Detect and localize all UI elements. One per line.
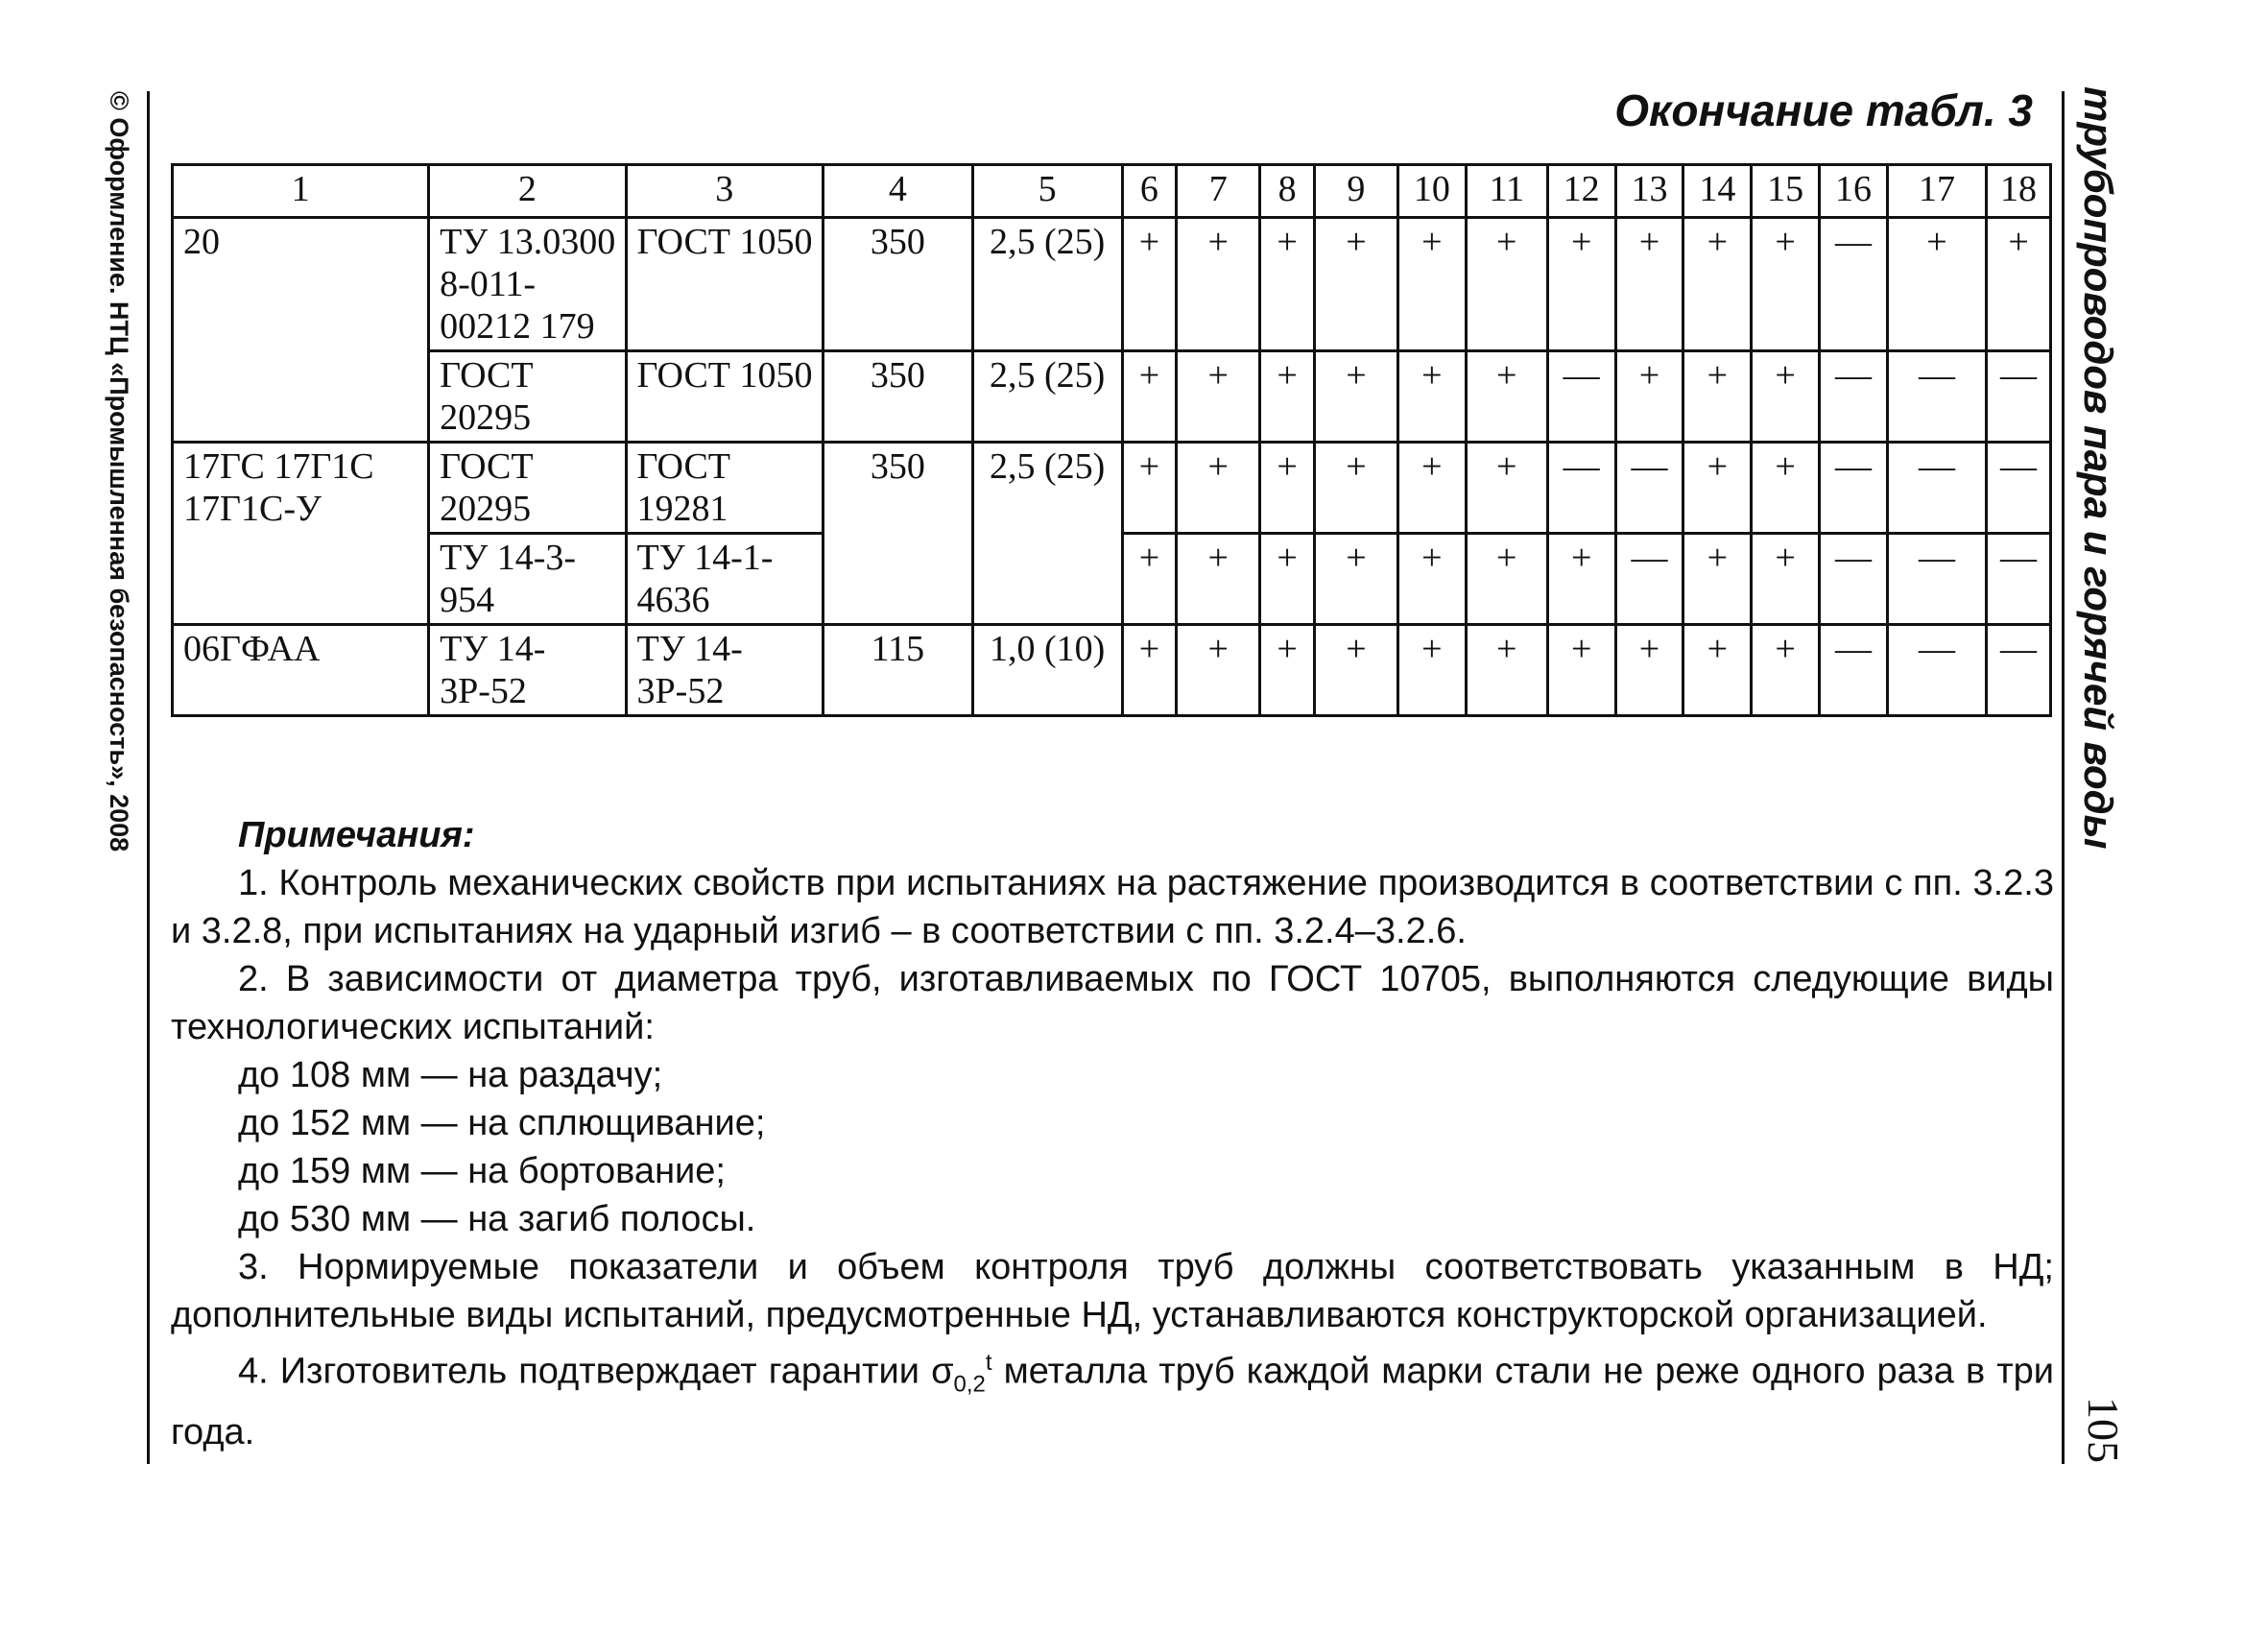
test-mark-cell: — bbox=[1615, 443, 1683, 534]
test-mark-cell: + bbox=[1314, 218, 1397, 351]
test-mark-cell: + bbox=[1177, 534, 1260, 625]
steel-standard-cell: ГОСТ 19281 bbox=[626, 443, 823, 534]
test-mark-cell: + bbox=[1466, 534, 1547, 625]
steel-grade-cell: 17ГС 17Г1С 17Г1С-У bbox=[173, 443, 429, 625]
test-mark-cell: + bbox=[1615, 625, 1683, 716]
header-cell: 3 bbox=[626, 165, 823, 218]
header-cell: 18 bbox=[1987, 165, 2051, 218]
steel-standard-cell: ГОСТ 1050 bbox=[626, 218, 823, 351]
test-mark-cell: + bbox=[1177, 351, 1260, 443]
test-mark-cell: + bbox=[1615, 218, 1683, 351]
test-mark-cell: + bbox=[1683, 534, 1752, 625]
test-mark-cell: + bbox=[1466, 443, 1547, 534]
test-mark-cell: + bbox=[1314, 351, 1397, 443]
right-margin-rule bbox=[2062, 91, 2065, 1464]
test-mark-cell: + bbox=[1122, 625, 1177, 716]
header-cell: 6 bbox=[1122, 165, 1177, 218]
test-mark-cell: + bbox=[1683, 443, 1752, 534]
test-mark-cell: — bbox=[1820, 443, 1888, 534]
note-4-end: металла труб каждой марки стали не реже одного раза в три года. bbox=[171, 1351, 2054, 1453]
test-mark-cell: + bbox=[1752, 625, 1820, 716]
header-cell: 12 bbox=[1547, 165, 1615, 218]
test-mark-cell: — bbox=[1987, 534, 2051, 625]
left-margin-rule bbox=[147, 91, 150, 1464]
note-2: 2. В зависимости от диаметра труб, изготавливаемых по ГОСТ 10705, выполняются следующие виды технологических испытаний: bbox=[171, 959, 2054, 1047]
note-1: 1. Контроль механических свойств при испытаниях на растяжение производится в соответствии с пп. 3.2.3 и 3.2.8, при испытаниях на ударный изгиб – в соответствии с пп. 3.2.4–3.2.6. bbox=[171, 863, 2054, 951]
test-mark-cell: + bbox=[1987, 218, 2051, 351]
table-row bbox=[173, 218, 2051, 351]
pipe-standard-cell: ГОСТ 20295 bbox=[429, 443, 626, 534]
note-2-item: до 159 мм — на бортование; bbox=[238, 1151, 726, 1191]
pipe-standard-cell: ГОСТ 20295 bbox=[429, 351, 626, 443]
table-caption: Окончание табл. 3 bbox=[1614, 85, 2033, 135]
test-mark-cell: + bbox=[1397, 625, 1466, 716]
pressure-cell: 2,5 (25) bbox=[972, 351, 1122, 443]
test-mark-cell: + bbox=[1260, 625, 1315, 716]
temperature-cell: 350 bbox=[823, 443, 972, 625]
test-mark-cell: — bbox=[1547, 443, 1615, 534]
test-mark-cell: + bbox=[1397, 443, 1466, 534]
test-mark-cell: + bbox=[1122, 443, 1177, 534]
steel-standard-cell: ТУ 14-1-4636 bbox=[626, 534, 823, 625]
header-cell: 1 bbox=[173, 165, 429, 218]
test-mark-cell: — bbox=[1887, 534, 1986, 625]
test-mark-cell: + bbox=[1314, 625, 1397, 716]
pipe-standard-cell: ТУ 14-3Р-52 bbox=[429, 625, 626, 716]
test-mark-cell: + bbox=[1466, 218, 1547, 351]
running-title: трубопроводов пара и горячей воды bbox=[2076, 86, 2121, 850]
header-cell: 4 bbox=[823, 165, 972, 218]
header-cell: 10 bbox=[1397, 165, 1466, 218]
header-cell: 8 bbox=[1260, 165, 1315, 218]
test-mark-cell: + bbox=[1397, 534, 1466, 625]
header-cell: 9 bbox=[1314, 165, 1397, 218]
notes-section bbox=[171, 811, 2054, 1456]
test-mark-cell: — bbox=[1820, 625, 1888, 716]
test-mark-cell: + bbox=[1260, 218, 1315, 351]
test-mark-cell: + bbox=[1752, 534, 1820, 625]
test-mark-cell: + bbox=[1122, 534, 1177, 625]
test-mark-cell: — bbox=[1820, 534, 1888, 625]
test-mark-cell: + bbox=[1547, 218, 1615, 351]
test-mark-cell: + bbox=[1752, 351, 1820, 443]
header-cell: 15 bbox=[1752, 165, 1820, 218]
test-mark-cell: + bbox=[1466, 351, 1547, 443]
header-cell: 7 bbox=[1177, 165, 1260, 218]
steel-grade-cell: 06ГФАА bbox=[173, 625, 429, 716]
header-cell: 17 bbox=[1887, 165, 1986, 218]
test-mark-cell: + bbox=[1547, 625, 1615, 716]
note-2-item: до 108 мм — на раздачу; bbox=[238, 1055, 663, 1095]
note-4 bbox=[171, 1339, 2054, 1456]
test-mark-cell: + bbox=[1177, 218, 1260, 351]
test-mark-cell: — bbox=[1547, 351, 1615, 443]
specification-table bbox=[171, 163, 2052, 717]
test-mark-cell: — bbox=[1987, 625, 2051, 716]
page-number-text: 105 bbox=[2079, 1397, 2128, 1463]
temperature-cell: 115 bbox=[823, 625, 972, 716]
test-mark-cell: — bbox=[1887, 351, 1986, 443]
test-mark-cell: + bbox=[1397, 218, 1466, 351]
pressure-cell: 2,5 (25) bbox=[972, 443, 1122, 625]
pressure-cell: 1,0 (10) bbox=[972, 625, 1122, 716]
test-mark-cell: + bbox=[1466, 625, 1547, 716]
header-cell: 14 bbox=[1683, 165, 1752, 218]
test-mark-cell: + bbox=[1683, 351, 1752, 443]
table-row bbox=[173, 351, 2051, 443]
test-mark-cell: + bbox=[1547, 534, 1615, 625]
test-mark-cell: — bbox=[1887, 443, 1986, 534]
note-4-superscript: t bbox=[985, 1350, 992, 1376]
test-mark-cell: + bbox=[1260, 534, 1315, 625]
test-mark-cell: + bbox=[1122, 218, 1177, 351]
header-cell: 5 bbox=[972, 165, 1122, 218]
steel-grade-cell: 20 bbox=[173, 218, 429, 443]
test-mark-cell: — bbox=[1820, 218, 1888, 351]
header-row bbox=[173, 165, 2051, 218]
test-mark-cell: + bbox=[1260, 443, 1315, 534]
header-cell: 11 bbox=[1466, 165, 1547, 218]
pipe-standard-cell: ТУ 14-3-954 bbox=[429, 534, 626, 625]
test-mark-cell: + bbox=[1177, 625, 1260, 716]
test-mark-cell: + bbox=[1397, 351, 1466, 443]
test-mark-cell: — bbox=[1820, 351, 1888, 443]
note-3: 3. Нормируемые показатели и объем контроля труб должны соответствовать указанным в НД; дополнительные виды испытаний, предусмотренные НД, устанавливаются конструкторской организацией. bbox=[171, 1247, 2054, 1335]
header-cell: 16 bbox=[1820, 165, 1888, 218]
note-2-item: до 530 мм — на загиб полосы. bbox=[238, 1199, 756, 1239]
test-mark-cell: — bbox=[1987, 351, 2051, 443]
copyright-text: © Оформление. НТЦ «Промышленная безопасность», 2008 bbox=[105, 91, 133, 852]
note-4-start: 4. Изготовитель подтверждает гарантии σ bbox=[238, 1351, 954, 1392]
table-row bbox=[173, 625, 2051, 716]
test-mark-cell: + bbox=[1177, 443, 1260, 534]
temperature-cell: 350 bbox=[823, 351, 972, 443]
test-mark-cell: + bbox=[1314, 534, 1397, 625]
note-4-subscript: 0,2 bbox=[953, 1371, 986, 1398]
test-mark-cell: — bbox=[1615, 534, 1683, 625]
header-cell: 13 bbox=[1615, 165, 1683, 218]
test-mark-cell: + bbox=[1122, 351, 1177, 443]
temperature-cell: 350 bbox=[823, 218, 972, 351]
notes-title: Примечания: bbox=[238, 815, 475, 855]
pipe-standard-cell: ТУ 13.0300 8-011-00212 179 bbox=[429, 218, 626, 351]
test-mark-cell: + bbox=[1615, 351, 1683, 443]
test-mark-cell: + bbox=[1752, 218, 1820, 351]
test-mark-cell: + bbox=[1683, 218, 1752, 351]
test-mark-cell: — bbox=[1987, 443, 2051, 534]
steel-standard-cell: ТУ 14-3Р-52 bbox=[626, 625, 823, 716]
note-2-item: до 152 мм — на сплющивание; bbox=[238, 1103, 766, 1143]
test-mark-cell: + bbox=[1752, 443, 1820, 534]
test-mark-cell: + bbox=[1887, 218, 1986, 351]
test-mark-cell: — bbox=[1887, 625, 1986, 716]
test-mark-cell: + bbox=[1683, 625, 1752, 716]
test-mark-cell: + bbox=[1314, 443, 1397, 534]
pressure-cell: 2,5 (25) bbox=[972, 218, 1122, 351]
test-mark-cell: + bbox=[1260, 351, 1315, 443]
table-row bbox=[173, 443, 2051, 534]
steel-standard-cell: ГОСТ 1050 bbox=[626, 351, 823, 443]
header-cell: 2 bbox=[429, 165, 626, 218]
